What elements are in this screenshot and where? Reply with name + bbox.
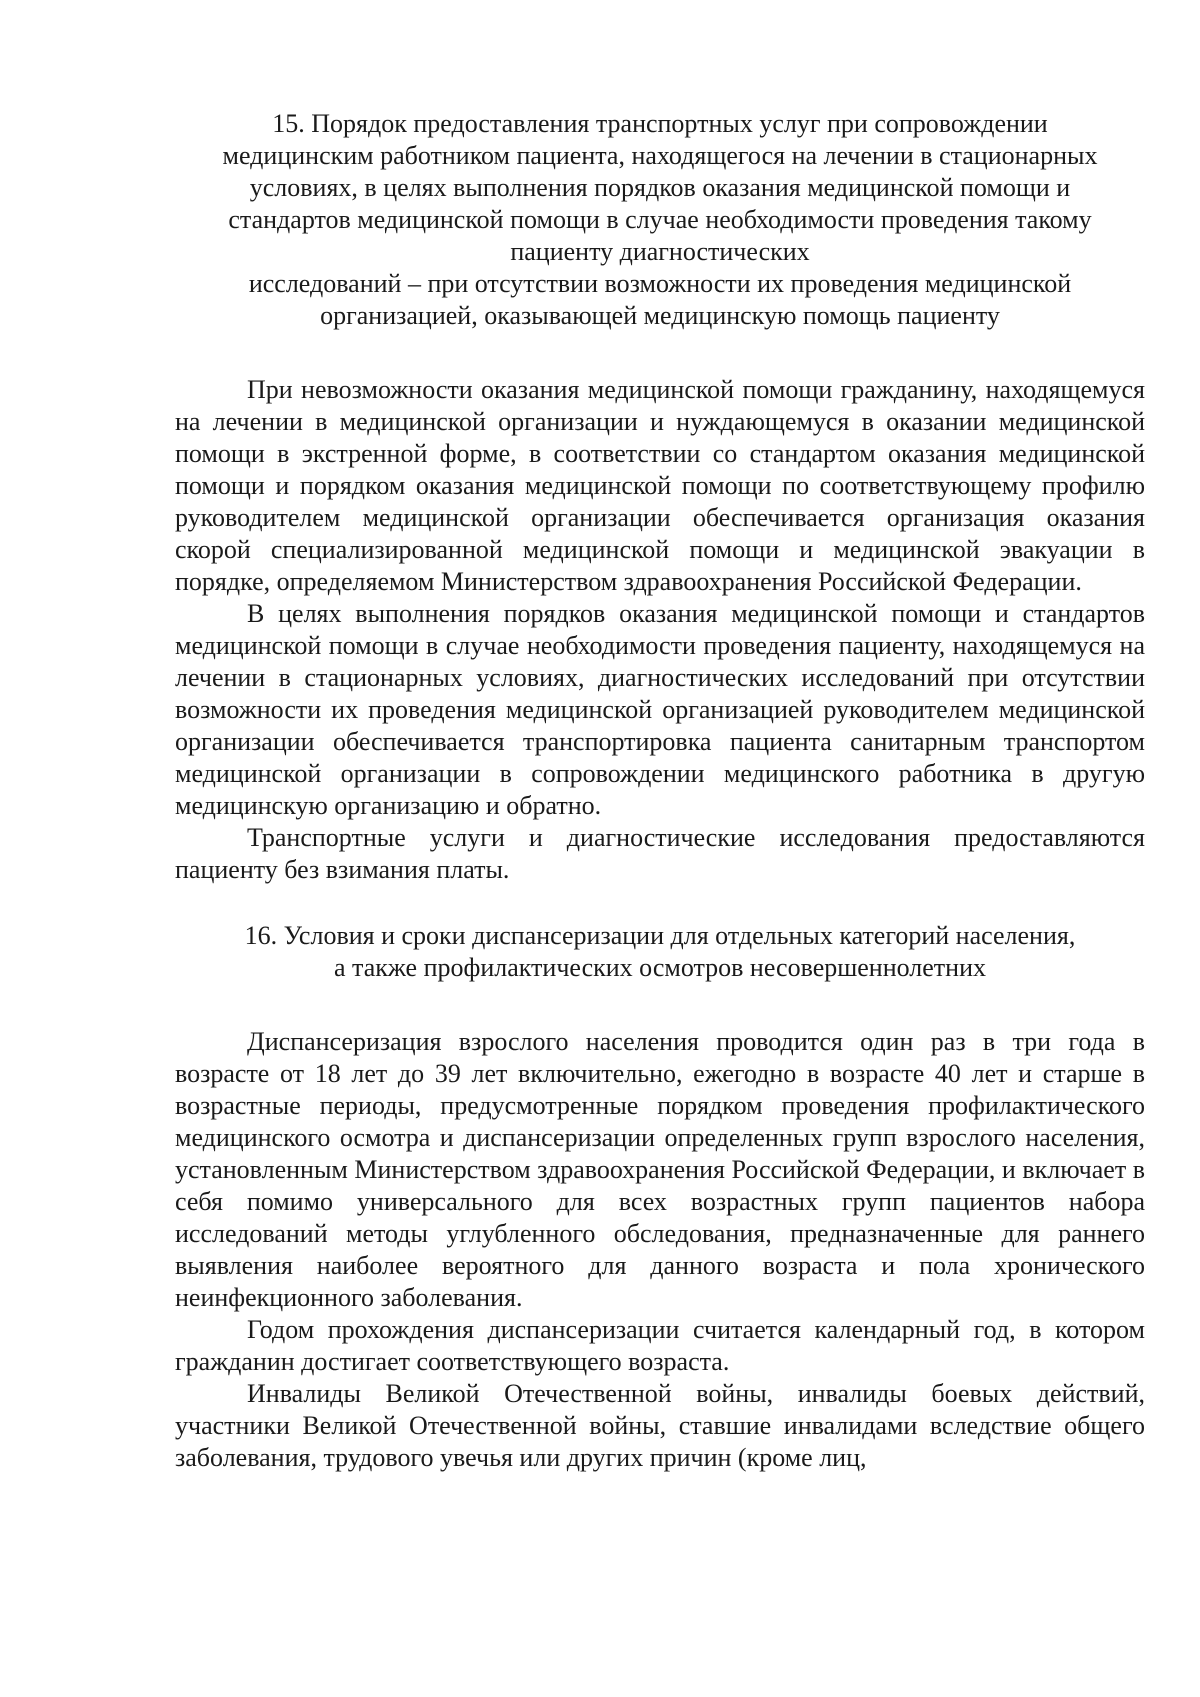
heading-line: медицинским работником пациента, находящегося на лечении в стационарных (222, 141, 1098, 170)
heading-line: 16. Условия и сроки диспансеризации для отдельных категорий населения, (244, 921, 1076, 950)
heading-line: стандартов медицинской помощи в случае необходимости проведения такому (228, 205, 1092, 234)
heading-line: условиях, в целях выполнения порядков оказания медицинской помощи и (249, 173, 1071, 202)
heading-line: организацией, оказывающей медицинскую помощь пациенту (320, 301, 1000, 330)
spacer (175, 886, 1145, 920)
heading-line: а также профилактических осмотров несовершеннолетних (334, 953, 986, 982)
section-16-heading (175, 920, 1145, 984)
section-15-paragraph-2: В целях выполнения порядков оказания медицинской помощи и стандартов медицинской помощи в случае необходимости проведения пациенту, находящемуся на лечении в стационарных условиях, диагностических исследований при отсутствии возможности их проведения медицинской организацией руководителем медицинской организации обеспечивается транспортировка пациента санитарным транспортом медицинской организации в сопровождении медицинского работника в другую медицинскую организацию и обратно. (175, 599, 1145, 820)
section-16-paragraph-1: Диспансеризация взрослого населения проводится один раз в три года в возрасте от 18 лет до 39 лет включительно, ежегодно в возрасте 40 лет и старше в возрастные периоды, предусмотренные порядком проведения профилактического медицинского осмотра и диспансеризации определенных групп взрослого населения, установленным Министерством здравоохранения Российской Федерации, и включает в себя помимо универсального для всех возрастных групп пациентов набора исследований методы углубленного обследования, предназначенные для раннего выявления наиболее вероятного для данного возраста и пола хронического неинфекционного заболевания. (175, 1027, 1145, 1312)
document-page (175, 108, 1145, 1474)
section-15-paragraph-3: Транспортные услуги и диагностические исследования предоставляются пациенту без взимания платы. (175, 823, 1145, 884)
spacer (175, 332, 1145, 374)
section-15-paragraph-1: При невозможности оказания медицинской помощи гражданину, находящемуся на лечении в медицинской организации и нуждающемуся в оказании медицинской помощи в экстренной форме, в соответствии со стандартом оказания медицинской помощи и порядком оказания медицинской помощи по соответствующему профилю руководителем медицинской организации обеспечивается организация оказания скорой специализированной медицинской помощи и медицинской эвакуации в порядке, определяемом Министерством здравоохранения Российской Федерации. (175, 375, 1145, 596)
heading-line: 15. Порядок предоставления транспортных услуг при сопровождении (272, 109, 1048, 138)
heading-line: исследований – при отсутствии возможности их проведения медицинской (248, 269, 1072, 298)
heading-line: пациенту диагностических (510, 237, 810, 266)
section-16-paragraph-3: Инвалиды Великой Отечественной войны, инвалиды боевых действий, участники Великой Отечественной войны, ставшие инвалидами вследствие общего заболевания, трудового увечья или других причин (кроме лиц, (175, 1379, 1145, 1472)
spacer (175, 984, 1145, 1026)
section-15-heading (175, 108, 1145, 332)
section-16-paragraph-2: Годом прохождения диспансеризации считается календарный год, в котором гражданин достигает соответствующего возраста. (175, 1315, 1145, 1376)
